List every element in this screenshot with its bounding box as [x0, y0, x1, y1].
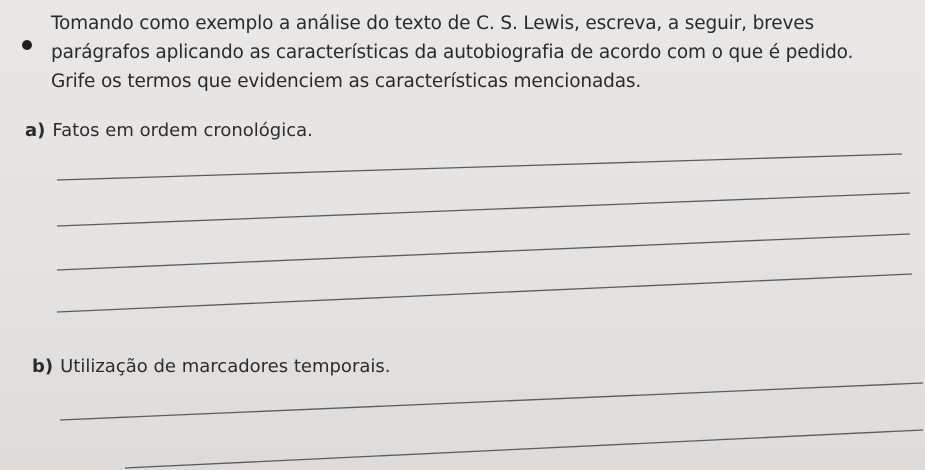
item-b-text: Utilização de marcadores temporais. [60, 356, 391, 377]
answer-line-a-3[interactable] [57, 234, 910, 270]
answer-line-a-1[interactable] [57, 154, 902, 180]
answer-line-a-4[interactable] [57, 274, 912, 312]
answer-line-a-2[interactable] [57, 193, 910, 226]
item-b-letter: b) [32, 356, 54, 377]
item-a-text: Fatos em ordem cronológica. [52, 120, 313, 141]
instruction-text: Tomando como exemplo a análise do texto de C. S. Lewis, escreva, a seguir, breves parágrafos aplicando as características da autobiografia de acordo com o que é pedido. Grife os termos que evidenciem as características mencionadas. [51, 13, 854, 92]
answer-line-b-1[interactable] [60, 383, 923, 420]
item-a-letter: a) [25, 120, 46, 141]
answer-line-b-2[interactable] [125, 430, 923, 468]
